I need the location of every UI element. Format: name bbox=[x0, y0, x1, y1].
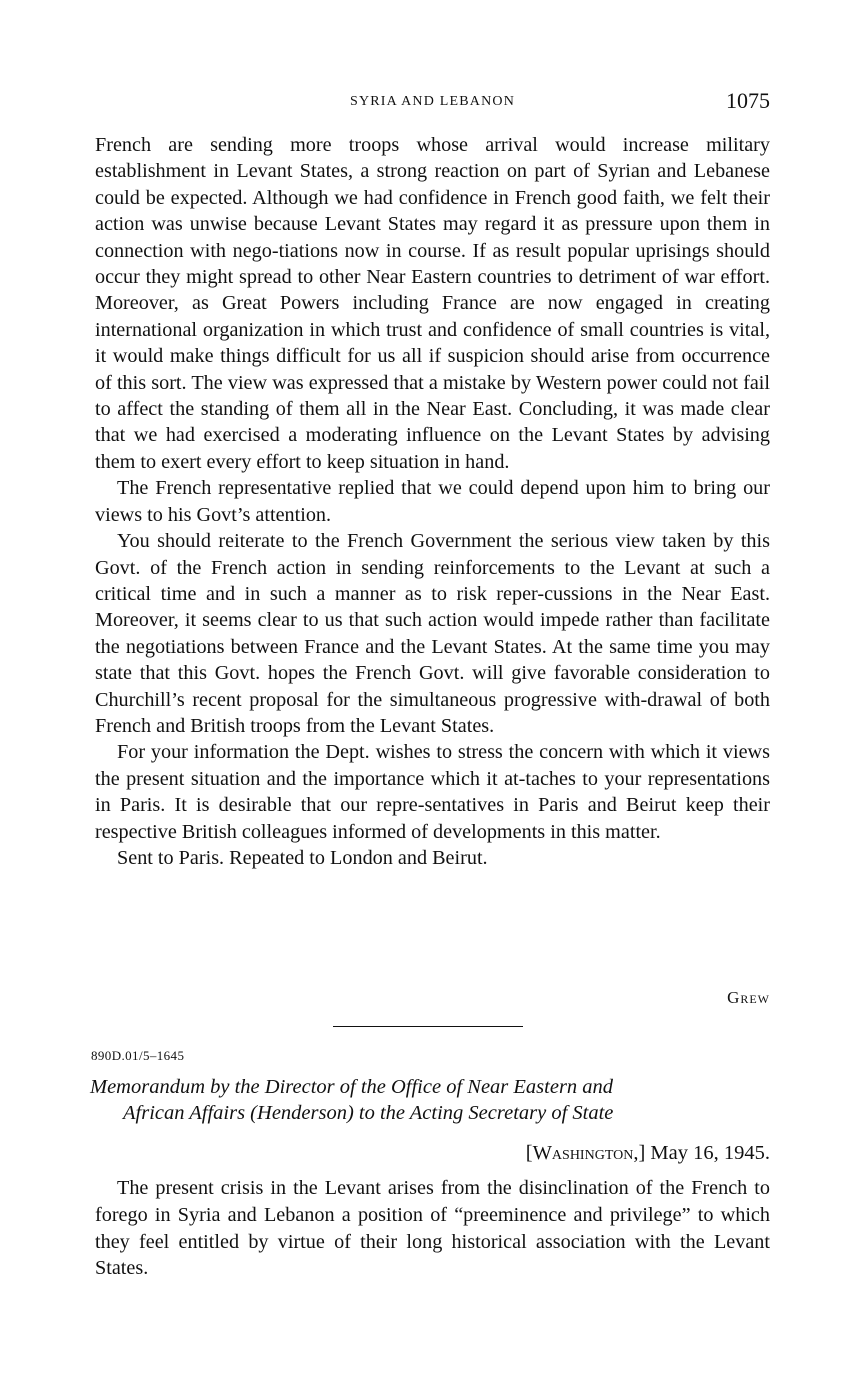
signature-name: Grew bbox=[727, 988, 770, 1007]
letter-body bbox=[95, 132, 770, 871]
memo-heading bbox=[90, 1074, 770, 1126]
paragraph-continued: French are sending more troops whose arrival would increase military establishment in Levant States, a strong reaction on part of Syrian and Lebanese could be expected. Although we had confidence in French good faith, we felt their action was unwise because Levant States may regard it as pressure upon them in connection with nego-tiations now in course. If as result popular uprisings should occur they might spread to other Near Eastern countries to detriment of war effort. Moreover, as Great Powers including France are now engaged in creating international organization in which trust and confidence of small countries is vital, it would make things difficult for us all if suspicion should arise from occurrence of this sort. The view was expressed that a mistake by Western power could not fail to affect the standing of them all in the Near East. Concluding, it was made clear that we had exercised a moderating influence on the Levant States by advising them to exert every effort to keep situation in hand. bbox=[95, 134, 770, 473]
memo-heading-line2: African Affairs (Henderson) to the Acting Secretary of State bbox=[123, 1102, 614, 1124]
file-number: 890D.01/5–1645 bbox=[91, 1048, 185, 1063]
signature bbox=[95, 988, 770, 1008]
paragraph-french-reply: The French representative replied that we could depend upon him to bring our views to his Govt’s attention. bbox=[95, 477, 770, 526]
memo-body bbox=[95, 1175, 770, 1282]
paragraph-instructions: You should reiterate to the French Government the serious view taken by this Govt. of the French action in sending reinforcements to the Levant at such a critical time and in such a manner as to risk reper-cussions in the Near East. Moreover, it seems clear to us that such action would impede rather than facilitate the negotiations between France and the Levant States. At the same time you may state that this Govt. hopes the French Govt. will give favorable consideration to Churchill’s recent proposal for the simultaneous progressive with-drawal of both French and British troops from the Levant States. bbox=[95, 530, 770, 737]
section-divider bbox=[333, 1026, 523, 1027]
dateline-date: May 16, 1945. bbox=[650, 1142, 770, 1164]
dateline bbox=[95, 1142, 770, 1165]
running-head bbox=[95, 88, 770, 118]
running-title: SYRIA AND LEBANON bbox=[349, 94, 516, 109]
paragraph-information: For your information the Dept. wishes to stress the concern with which it views the present situation and the importance which it at-taches to your representations in Paris. It is desirable that our repre-sentatives in Paris and Beirut keep their respective British colleagues informed of developments in this matter. bbox=[95, 741, 770, 843]
page-number: 1075 bbox=[726, 88, 770, 113]
paragraph-sent-to: Sent to Paris. Repeated to London and Beirut. bbox=[117, 846, 488, 869]
memo-paragraph: The present crisis in the Levant arises from the disinclination of the French to forego in Syria and Lebanon a position of “preeminence and privilege” to which they feel entitled by virtue of their long historical association with the Levant States. bbox=[95, 1177, 770, 1280]
dateline-place: [Washington,] bbox=[525, 1142, 646, 1164]
memo-heading-line1: Memorandum by the Director of the Office of Near Eastern and bbox=[90, 1076, 614, 1098]
